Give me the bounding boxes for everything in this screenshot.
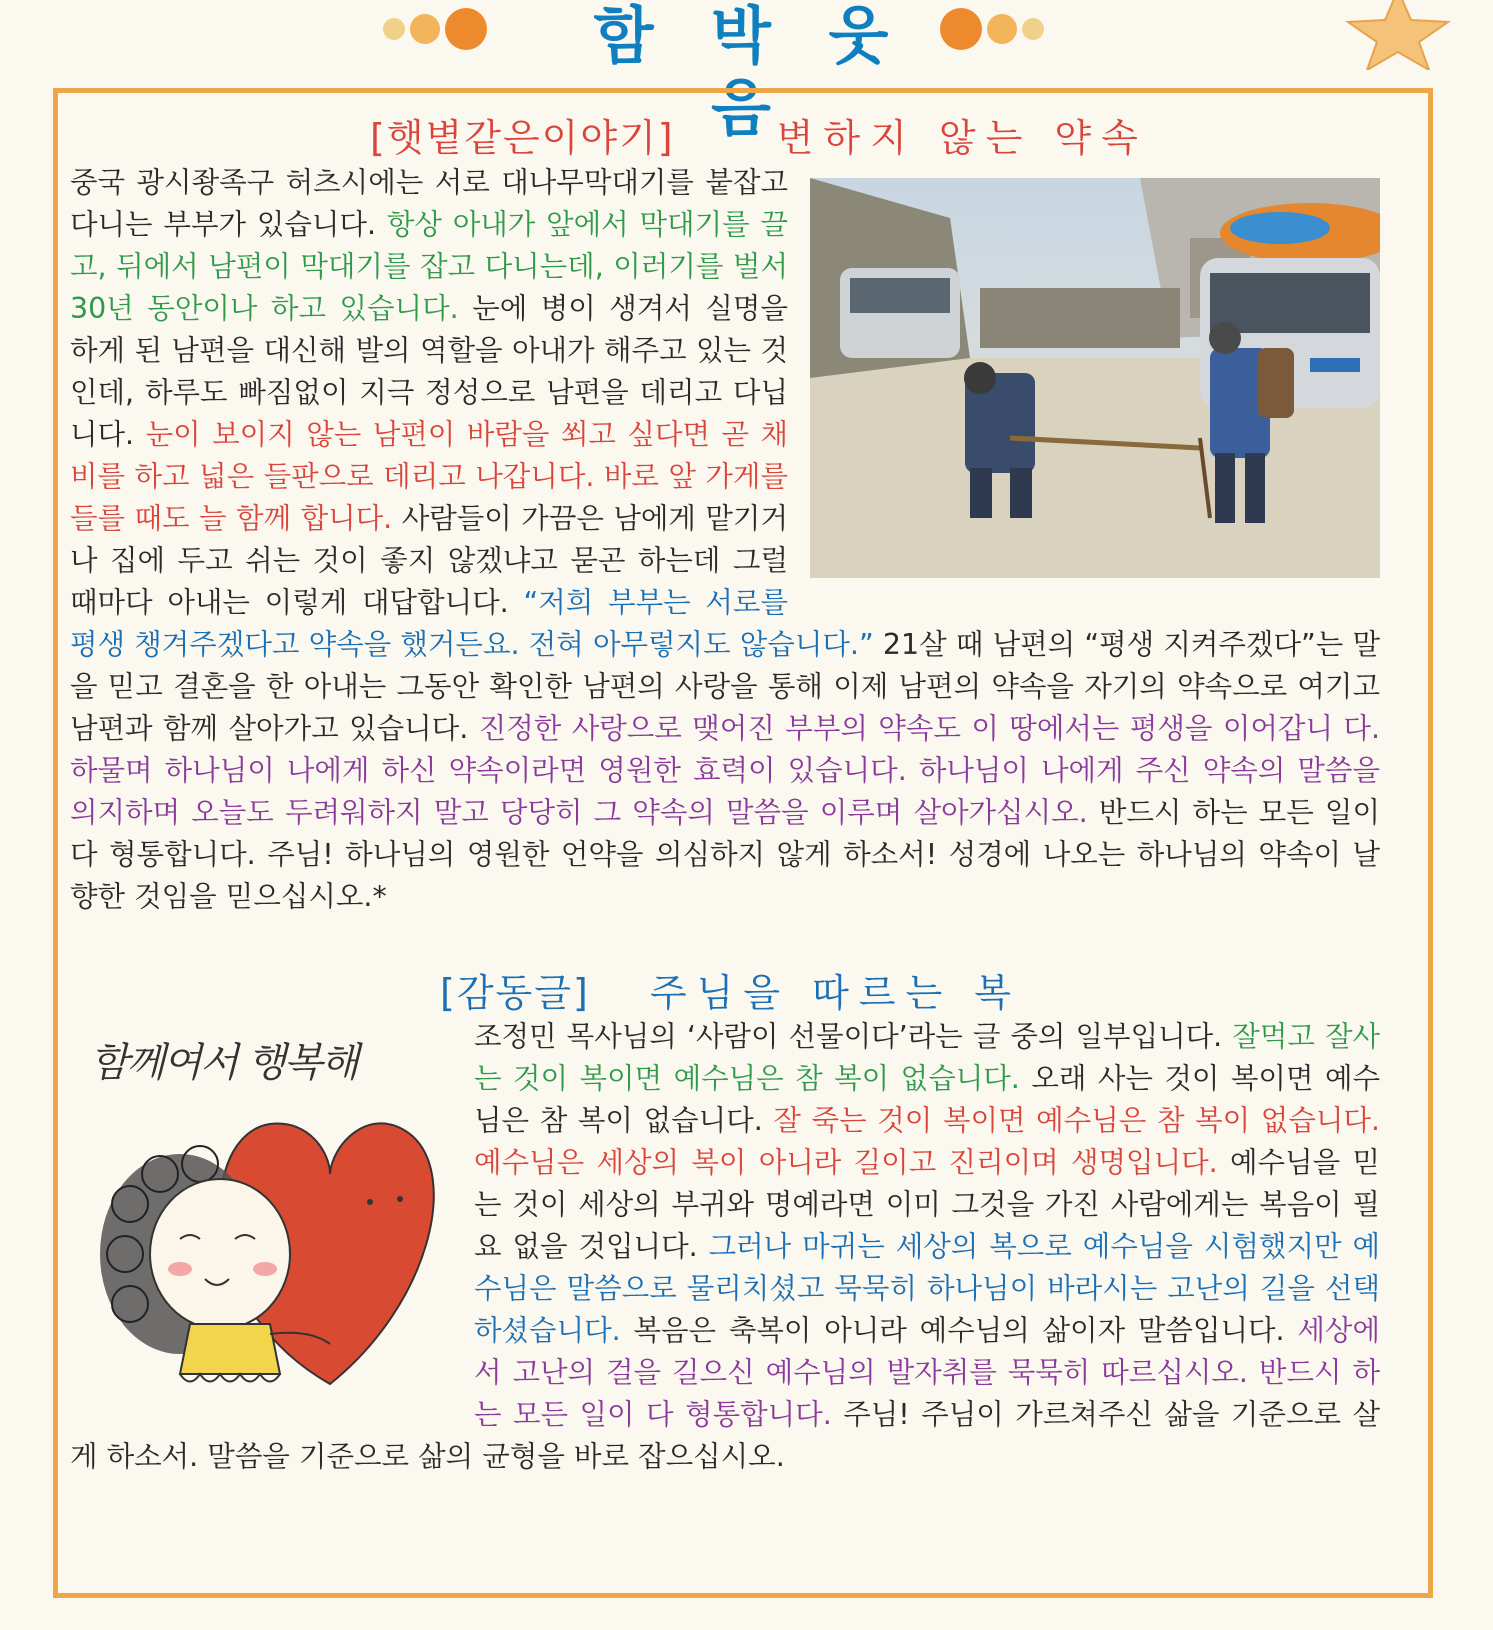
story2-title: 주님을 따르는 복 — [649, 971, 1021, 1015]
story1-title: 변하지 않는 약속 — [776, 116, 1148, 160]
page-title: 함 박 웃 음 — [593, 0, 907, 144]
story1-segment: 눈에 병이 생겨서 실명을 하게 된 남편을 대신해 발의 역할을 아내가 해주고 있는 것인데, 하루도 빠짐없이 지극 정성으로 남편을 데리고 다닙니다. — [70, 292, 788, 451]
story2-segment: 복음은 축복이 아니라 예수님의 삶이자 말씀입니다. — [620, 1314, 1298, 1347]
story2-segment: 예수님을 믿는 것이 세상의 부귀와 명예라면 이미 그것을 가진 사람에게는 복음이 필요 없을 것입니다. — [474, 1146, 1380, 1263]
story1-segment: 21살 때 남편의 “평생 지켜주겠다”는 말을 믿고 결혼을 한 아내는 그동안 확인한 남편의 사랑을 통해 이제 남편의 약속을 자기의 약속으로 여기고 남편과 함께 살아가고 있습니다. — [70, 628, 1380, 745]
decorative-dot — [445, 8, 487, 50]
story1-heading — [370, 115, 1148, 161]
decorative-dot — [940, 8, 982, 50]
story2-segment: 오래 사는 것이 복이면 예수님은 참 복이 없습니다. — [474, 1062, 1381, 1137]
story1-segment: 진정한 사랑으로 맺어진 부부의 약속도 이 땅에서는 평생을 이어갑니 다. 하물며 하나님이 나에게 하신 약속이라면 영원한 효력이 있습니다. 하나님이 나에게 주신 약속의 말씀을 의지하며 오늘도 두려워하지 말고 당당히 그 약속의 말씀을 이루며 살아가십시오. — [70, 712, 1381, 829]
story2-segment: 조정민 목사님의 ‘사람이 선물이다’라는 글 중의 일부입니다. — [474, 1020, 1233, 1053]
decorative-dot — [987, 14, 1017, 44]
story1-segment: 항상 아내가 앞에서 막대기를 끌고, 뒤에서 남편이 막대기를 잡고 다니는데, 이러기를 벌서 30년 동안이나 하고 있습니다. — [70, 208, 788, 325]
story1-segment: “저희 부부는 서로를 평생 챙겨주겠다고 약속을 했거든요. 전혀 아무렇지도 않습니다.” — [70, 586, 874, 661]
story2-heading — [440, 970, 1021, 1016]
girl-hugging-heart-illustration — [70, 1024, 450, 1424]
story2-segment: 잘먹고 잘사는 것이 복이면 예수님은 참 복이 없습니다. — [474, 1020, 1381, 1095]
story2-segment: 잘 죽는 것이 복이면 예수님은 참 복이 없습니다. 예수님은 세상의 복이 아니라 길이고 진리이며 생명입니다. — [474, 1104, 1380, 1179]
story2-tag: [감동글] — [440, 971, 590, 1015]
story1-segment: 눈이 보이지 않는 남편이 바람을 쐬고 싶다면 곧 채비를 하고 넓은 들판으로 데리고 나갑니다. 바로 앞 가게를 들를 때도 늘 함께 합니다. — [70, 418, 788, 535]
story1-body — [70, 162, 1380, 918]
illustration-caption: 함께여서 행복해 — [90, 1040, 358, 1086]
star-icon — [1343, 0, 1453, 70]
story1-tag: [햇볕같은이야기] — [370, 116, 675, 160]
decorative-dot — [383, 18, 405, 40]
story1-segment: 사람들이 가끔은 남에게 맡기거나 집에 두고 쉬는 것이 좋지 않겠냐고 묻곤 하는데 그럴 때마다 아내는 이렇게 대답합니다. — [70, 502, 788, 619]
decorative-dot — [410, 14, 440, 44]
story1-segment: 중국 광시좡족구 허츠시에는 서로 대나무막대기를 붙잡고 다니는 부부가 있습니다. — [70, 166, 788, 241]
story2-body — [70, 1016, 1380, 1478]
story1-segment: 반드시 하는 모든 일이 다 형통합니다. 주님! 하나님의 영원한 언약을 의심하지 않게 하소서! 성경에 나오는 하나님의 약속이 날 향한 것임을 믿으십시오.* — [70, 796, 1380, 913]
story2-segment: 세상에서 고난의 걸을 길으신 예수님의 발자취를 묵묵히 따르십시오. 반드시 하는 모든 일이 다 형통합니다. — [474, 1314, 1380, 1431]
street-photo-image — [810, 178, 1380, 578]
story2-segment: 주님! 주님이 가르쳐주신 삶을 기준으로 살게 하소서. 말씀을 기준으로 삶의 균형을 바로 잡으십시오. — [70, 1398, 1381, 1473]
story2-segment: 그러나 마귀는 세상의 복으로 예수님을 시험했지만 예수님은 말씀으로 물리치셨고 묵묵히 하나님이 바라시는 고난의 길을 선택하셨습니다. — [474, 1230, 1380, 1347]
decorative-dot — [1022, 18, 1044, 40]
